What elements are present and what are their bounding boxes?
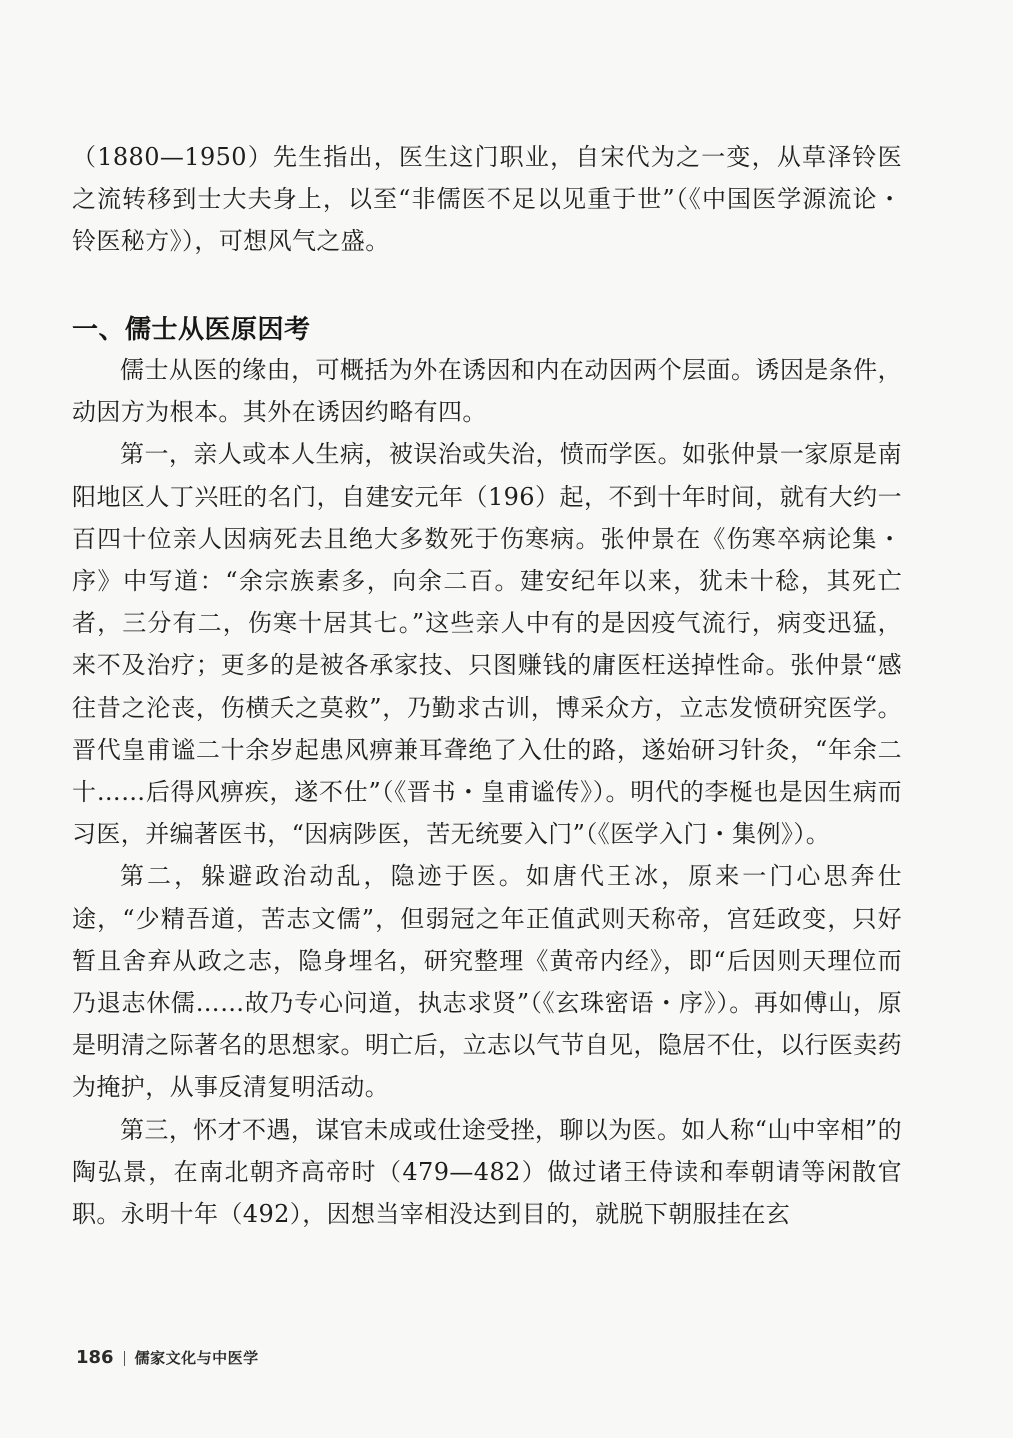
paragraph-overview: 儒士从医的缘由，可概括为外在诱因和内在动因两个层面。诱因是条件，动因方为根本。其外在诱因约略有四。 [72, 356, 902, 427]
footer-divider [124, 1351, 125, 1366]
intro-text [72, 136, 902, 263]
page-number: 186 [76, 1347, 114, 1368]
section-heading: 一、儒士从医原因考 [72, 315, 311, 345]
paragraph-third-reason: 第三，怀才不遇，谋官未成或仕途受挫，聊以为医。如人称“山中宰相”的陶弘景，在南北朝齐高帝时（479—482）做过诸王侍读和奉朝请等闲散官职。永明十年（492），因想当宰相没达到目的，就脱下朝服挂在玄 [72, 1115, 902, 1229]
section-body [72, 349, 902, 1235]
intro-paragraph: （1880—1950）先生指出，医生这门职业，自宋代为之一变，从草泽铃医之流转移到士大夫身上，以至“非儒医不足以见重于世”（《中国医学源流论・铃医秘方》），可想风气之盛。 [72, 143, 902, 256]
paragraph-second-reason: 第二，躲避政治动乱，隐迹于医。如唐代王冰，原来一门心思奔仕途，“少精吾道，苦志文儒”，但弱冠之年正值武则天称帝，宫廷政变，只好暂且舍弃从政之志，隐身埋名，研究整理《黄帝内经》，即“后因则天理位而乃退志休儒……故乃专心问道，执志求贤”（《玄珠密语・序》）。再如傅山，原是明清之际著名的思想家。明亡后，立志以气节自见，隐居不仕，以行医卖药为掩护，从事反清复明活动。 [72, 862, 902, 1102]
paragraph-first-reason: 第一，亲人或本人生病，被误治或失治，愤而学医。如张仲景一家原是南阳地区人丁兴旺的名门，自建安元年（196）起，不到十年时间，就有大约一百四十位亲人因病死去且绝大多数死于伤寒病。张仲景在《伤寒卒病论集・序》中写道：“余宗族素多，向余二百。建安纪年以来，犹未十稔，其死亡者，三分有二，伤寒十居其七。”这些亲人中有的是因疫气流行，病变迅猛，来不及治疗；更多的是被各承家技、只图赚钱的庸医枉送掉性命。张仲景“感往昔之沦丧，伤横夭之莫救”，乃勤求古训，博采众方，立志发愤研究医学。晋代皇甫谧二十余岁起患风痹兼耳聋绝了入仕的路，遂始研习针灸，“年余二十……后得风痹疾，遂不仕”（《晋书・皇甫谧传》）。明代的李梴也是因生病而习医，并编著医书，“因病陟医，苦无统要入门”（《医学入门・集例》）。 [72, 440, 902, 849]
running-title: 儒家文化与中医学 [134, 1349, 259, 1367]
page-footer [76, 1346, 259, 1370]
